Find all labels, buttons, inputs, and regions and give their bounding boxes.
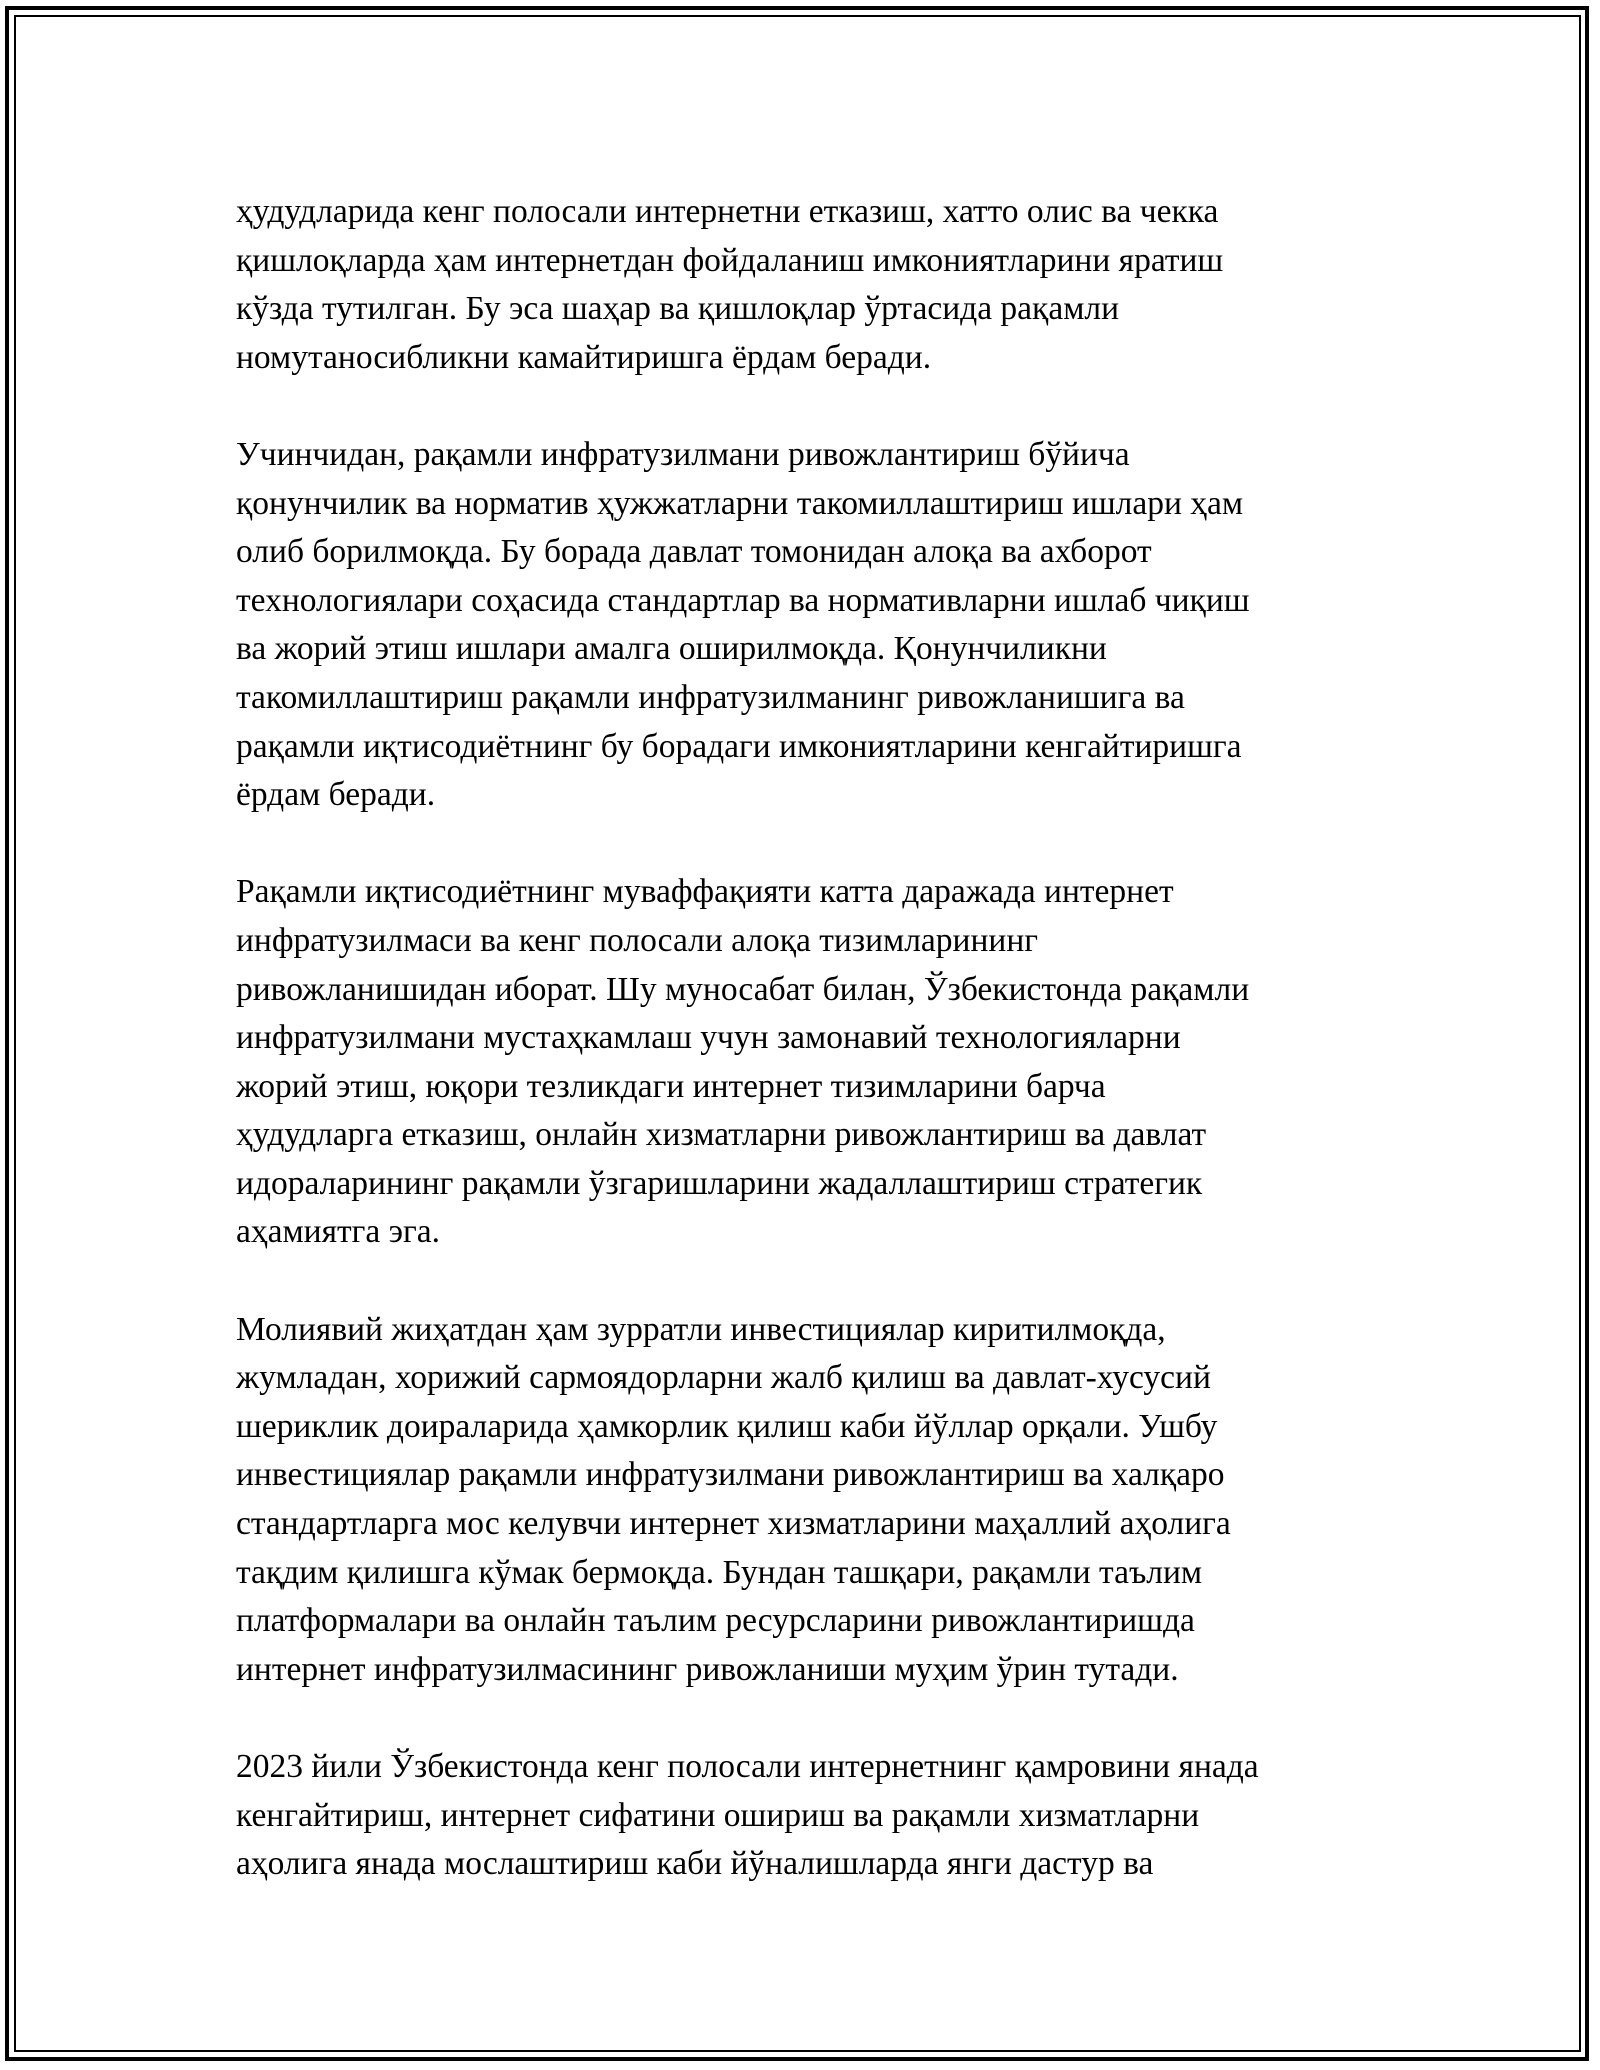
text-line: жумладан, хорижий сармоядорларни жалб қилиш ва давлат-хусусий <box>236 1359 1211 1397</box>
paragraph-4 <box>236 1306 1386 1695</box>
text-line: ёрдам беради. <box>236 776 436 814</box>
text-line: инфратузилмани мустаҳкамлаш учун замонавий технологияларни <box>236 1019 1181 1057</box>
text-line: Учинчидан, рақамли инфратузилмани ривожлантириш бўйича <box>236 435 1130 473</box>
text-line: инфратузилмаси ва кенг полосали алоқа тизимларининг <box>236 921 1038 959</box>
text-line: Рақамли иқтисодиётнинг муваффақияти катта даражада интернет <box>236 873 1174 911</box>
text-line: идораларининг рақамли ўзгаришларини жадаллаштириш стратегик <box>236 1164 1203 1202</box>
text-line: аҳамиятга эга. <box>236 1213 441 1251</box>
text-line: қишлоқларда ҳам интернетдан фойдаланиш имкониятларини яратиш <box>236 241 1224 279</box>
text-line: жорий этиш, юқори тезликдаги интернет тизимларини барча <box>236 1067 1106 1105</box>
text-line: такомиллаштириш рақамли инфратузилманинг ривожланишига ва <box>236 678 1185 716</box>
text-line: ҳудудларга етказиш, онлайн хизматларни ривожлантириш ва давлат <box>236 1116 1207 1154</box>
text-line: тақдим қилишга кўмак бермоқда. Бундан ташқари, рақамли таълим <box>236 1553 1203 1591</box>
text-line: кенгайтириш, интернет сифатини ошириш ва рақамли хизматларни <box>236 1796 1200 1834</box>
text-line: шериклик доираларида ҳамкорлик қилиш каби йўллар орқали. Ушбу <box>236 1407 1218 1445</box>
text-line: интернет инфратузилмасининг ривожланиши муҳим ўрин тутади. <box>236 1650 1179 1688</box>
paragraph-3 <box>236 868 1386 1257</box>
text-line: 2023 йили Ўзбекистонда кенг полосали интернетнинг қамровини янада <box>236 1748 1259 1785</box>
text-line: стандартларга мос келувчи интернет хизматларини маҳаллий аҳолига <box>236 1505 1231 1543</box>
text-line: рақамли иқтисодиётнинг бу борадаги имкониятларини кенгайтиришга <box>236 727 1242 765</box>
text-line: кўзда тутилган. Бу эса шаҳар ва қишлоқлар ўртасида рақамли <box>236 290 1120 328</box>
text-line: ривожланишидан иборат. Шу муносабат билан, Ўзбекистонда рақамли <box>236 970 1250 1008</box>
text-line: номутаносибликни камайтиришга ёрдам беради. <box>236 338 932 376</box>
document-body <box>236 188 1386 1889</box>
paragraph-5 <box>236 1743 1386 1889</box>
paragraph-2 <box>236 431 1386 820</box>
text-line: технологиялари соҳасида стандартлар ва нормативларни ишлаб чиқиш <box>236 581 1250 619</box>
text-line: ва жорий этиш ишлари амалга оширилмоқда. Қонунчиликни <box>236 630 1107 668</box>
text-line: Молиявий жиҳатдан ҳам зурратли инвестициялар киритилмоқда, <box>236 1310 1166 1348</box>
text-line: аҳолига янада мослаштириш каби йўналишларда янги дастур ва <box>236 1845 1154 1883</box>
paragraph-1 <box>236 188 1386 382</box>
text-line: ҳудудларида кенг полосали интернетни етказиш, хатто олис ва чекка <box>236 193 1219 230</box>
text-line: инвестициялар рақамли инфратузилмани ривожлантириш ва халқаро <box>236 1456 1225 1494</box>
text-line: платформалари ва онлайн таълим ресурсларини ривожлантиришда <box>236 1602 1195 1640</box>
text-line: олиб борилмоқда. Бу борада давлат томонидан алоқа ва ахборот <box>236 533 1152 571</box>
text-line: қонунчилик ва норматив ҳужжатларни такомиллаштириш ишлари ҳам <box>236 484 1244 522</box>
